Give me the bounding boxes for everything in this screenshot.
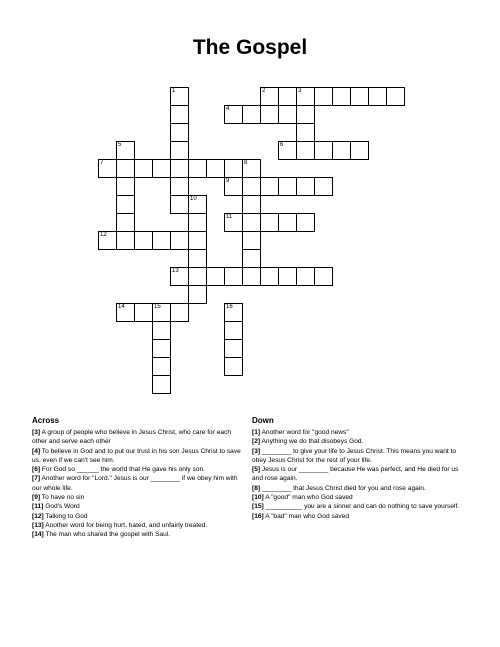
clue-number: [4]	[32, 447, 41, 455]
across-clue	[32, 428, 244, 447]
cell-number: 8	[244, 160, 248, 166]
grid-cell[interactable]	[152, 303, 171, 322]
grid-cell[interactable]	[170, 231, 189, 250]
clue-number: [15]	[252, 503, 264, 511]
clue-text: ________ to give your life to Jesus Christ. This means you want to obey Jesus Christ for the rest of your life.	[252, 447, 457, 464]
grid-cell[interactable]	[332, 141, 351, 160]
grid-cell[interactable]	[116, 231, 135, 250]
across-clue	[32, 465, 244, 474]
clue-number: [8]	[252, 484, 261, 492]
clue-number: [9]	[32, 494, 41, 502]
grid-cell[interactable]	[152, 375, 171, 394]
grid-cell[interactable]	[242, 177, 261, 196]
grid-cell[interactable]	[260, 213, 279, 232]
grid-cell[interactable]	[170, 195, 189, 214]
grid-cell[interactable]	[278, 177, 297, 196]
clue-text: Talking to God	[43, 512, 88, 520]
clue-text: A "good" man who God saved	[263, 494, 353, 502]
grid-cell[interactable]	[278, 267, 297, 286]
across-clue	[32, 474, 244, 493]
cell-number: 1	[172, 88, 176, 94]
down-clue	[252, 493, 468, 502]
grid-cell[interactable]	[314, 177, 333, 196]
cell-number: 9	[226, 178, 230, 184]
grid-cell[interactable]	[206, 267, 225, 286]
clue-number: [7]	[32, 475, 41, 483]
grid-cell[interactable]	[224, 105, 243, 124]
grid-cell[interactable]	[188, 249, 207, 268]
grid-cell[interactable]	[152, 357, 171, 376]
down-clue	[252, 502, 468, 511]
grid-cell[interactable]	[242, 249, 261, 268]
across-heading: Across	[32, 416, 60, 425]
clue-number: [6]	[32, 466, 41, 474]
grid-cell[interactable]	[224, 159, 243, 178]
down-heading: Down	[252, 416, 274, 425]
across-clue	[32, 493, 244, 502]
down-clue	[252, 447, 468, 466]
cell-number: 13	[172, 268, 179, 274]
grid-cell[interactable]	[242, 159, 261, 178]
grid-cell[interactable]	[278, 87, 297, 106]
cell-number: 2	[262, 88, 266, 94]
grid-cell[interactable]	[260, 267, 279, 286]
down-clue	[252, 484, 468, 493]
grid-cell[interactable]	[98, 231, 117, 250]
grid-cell[interactable]	[242, 213, 261, 232]
grid-cell[interactable]	[224, 303, 243, 322]
grid-cell[interactable]	[188, 159, 207, 178]
grid-cell[interactable]	[296, 87, 315, 106]
clue-text: To have no sin	[40, 494, 85, 502]
grid-cell[interactable]	[242, 231, 261, 250]
cell-number: 10	[190, 196, 197, 202]
grid-cell[interactable]	[170, 141, 189, 160]
grid-cell[interactable]	[134, 231, 153, 250]
cell-number: 11	[226, 214, 233, 220]
grid-cell[interactable]	[332, 87, 351, 106]
grid-cell[interactable]	[116, 303, 135, 322]
cell-number: 15	[154, 304, 161, 310]
grid-cell[interactable]	[314, 87, 333, 106]
grid-cell[interactable]	[314, 267, 333, 286]
clue-text: Anything we do that disobeys God.	[260, 438, 364, 446]
grid-cell[interactable]	[152, 339, 171, 358]
cell-number: 6	[280, 142, 284, 148]
grid-cell[interactable]	[224, 321, 243, 340]
grid-cell[interactable]	[296, 123, 315, 142]
grid-cell[interactable]	[116, 213, 135, 232]
grid-cell[interactable]	[242, 105, 261, 124]
grid-cell[interactable]	[296, 141, 315, 160]
grid-cell[interactable]	[296, 105, 315, 124]
grid-cell[interactable]	[296, 267, 315, 286]
clue-number: [3]	[252, 447, 261, 455]
cell-number: 4	[226, 106, 230, 112]
grid-cell[interactable]	[170, 267, 189, 286]
grid-cell[interactable]	[170, 87, 189, 106]
clue-text: Another word for "good news"	[260, 429, 349, 436]
cell-number: 16	[226, 304, 233, 310]
clue-number: [13]	[32, 521, 44, 529]
grid-cell[interactable]	[224, 177, 243, 196]
grid-cell[interactable]	[188, 231, 207, 250]
cell-number: 7	[100, 160, 104, 166]
down-clue	[252, 437, 468, 446]
across-clue	[32, 512, 244, 521]
clue-text: The man who shared the gospel with Saul.	[43, 531, 171, 539]
grid-cell[interactable]	[224, 357, 243, 376]
across-clue	[32, 521, 244, 530]
grid-cell[interactable]	[386, 87, 405, 106]
grid-cell[interactable]	[260, 87, 279, 106]
grid-cell[interactable]	[152, 321, 171, 340]
grid-cell[interactable]	[116, 177, 135, 196]
grid-cell[interactable]	[116, 195, 135, 214]
clue-text: Jesus is our ________ because He was perfect, and He died for us and rose again.	[252, 466, 459, 483]
clue-number: [1]	[252, 429, 261, 436]
grid-cell[interactable]	[242, 267, 261, 286]
clue-number: [14]	[32, 531, 44, 539]
grid-cell[interactable]	[278, 141, 297, 160]
cell-number: 14	[118, 304, 125, 310]
clue-number: [5]	[252, 466, 261, 474]
grid-cell[interactable]	[134, 303, 153, 322]
grid-cell[interactable]	[188, 195, 207, 214]
across-clue	[32, 530, 244, 539]
clue-text: Another word for being hurt, hated, and unfairly treated.	[43, 521, 208, 529]
clue-number: [2]	[252, 438, 261, 446]
grid-cell[interactable]	[350, 87, 369, 106]
clue-number: [16]	[252, 512, 264, 520]
down-clue	[252, 465, 468, 484]
clue-text: For God so ______ the world that He gave his only son.	[40, 466, 206, 474]
grid-cell[interactable]	[314, 141, 333, 160]
clue-text: A "bad" man who God saved	[263, 512, 350, 520]
clue-number: [3]	[32, 429, 41, 436]
clue-text: ________ that Jesus Christ died for you and rose again.	[260, 484, 426, 492]
grid-cell[interactable]	[224, 339, 243, 358]
grid-cell[interactable]	[170, 123, 189, 142]
clue-text: __________ you are a sinner and can do nothing to save yourself.	[263, 503, 460, 511]
page-title: The Gospel	[192, 36, 308, 59]
grid-cell[interactable]	[296, 177, 315, 196]
grid-cell[interactable]	[116, 159, 135, 178]
grid-cell[interactable]	[170, 303, 189, 322]
grid-cell[interactable]	[242, 195, 261, 214]
grid-cell[interactable]	[188, 267, 207, 286]
grid-cell[interactable]	[206, 159, 225, 178]
clue-text: To believe in God and to put our trust in his son Jesus Christ to save us, even if we can't see him.	[32, 447, 241, 464]
grid-cell[interactable]	[350, 141, 369, 160]
across-clue	[32, 502, 244, 511]
clue-text: Another word for "Lord." Jesus is our ________ if we obey him with our whole life.	[32, 475, 238, 492]
down-clue-list	[252, 428, 468, 521]
cell-number: 12	[100, 232, 107, 238]
down-clue	[252, 512, 468, 521]
clue-number: [11]	[32, 503, 44, 511]
grid-cell[interactable]	[134, 159, 153, 178]
grid-cell[interactable]	[98, 159, 117, 178]
grid-cell[interactable]	[188, 213, 207, 232]
grid-cell[interactable]	[278, 213, 297, 232]
grid-cell[interactable]	[224, 267, 243, 286]
clue-text: A group of people who believe in Jesus Christ, who care for each other and serve each other	[32, 429, 232, 446]
clue-number: [10]	[252, 494, 264, 502]
grid-cell[interactable]	[152, 159, 171, 178]
grid-cell[interactable]	[170, 159, 189, 178]
grid-cell[interactable]	[116, 141, 135, 160]
grid-cell[interactable]	[260, 177, 279, 196]
across-clue	[32, 447, 244, 466]
clue-number: [12]	[32, 512, 44, 520]
grid-cell[interactable]	[152, 231, 171, 250]
grid-cell[interactable]	[224, 213, 243, 232]
across-clue-list	[32, 428, 244, 540]
grid-cell[interactable]	[260, 105, 279, 124]
clue-text: God's Word	[43, 503, 80, 511]
grid-cell[interactable]	[170, 105, 189, 124]
cell-number: 5	[118, 142, 122, 148]
grid-cell[interactable]	[368, 87, 387, 106]
grid-cell[interactable]	[170, 177, 189, 196]
cell-number: 3	[298, 88, 302, 94]
down-clue	[252, 428, 468, 437]
grid-cell[interactable]	[188, 285, 207, 304]
grid-cell[interactable]	[278, 105, 297, 124]
grid-cell[interactable]	[296, 213, 315, 232]
